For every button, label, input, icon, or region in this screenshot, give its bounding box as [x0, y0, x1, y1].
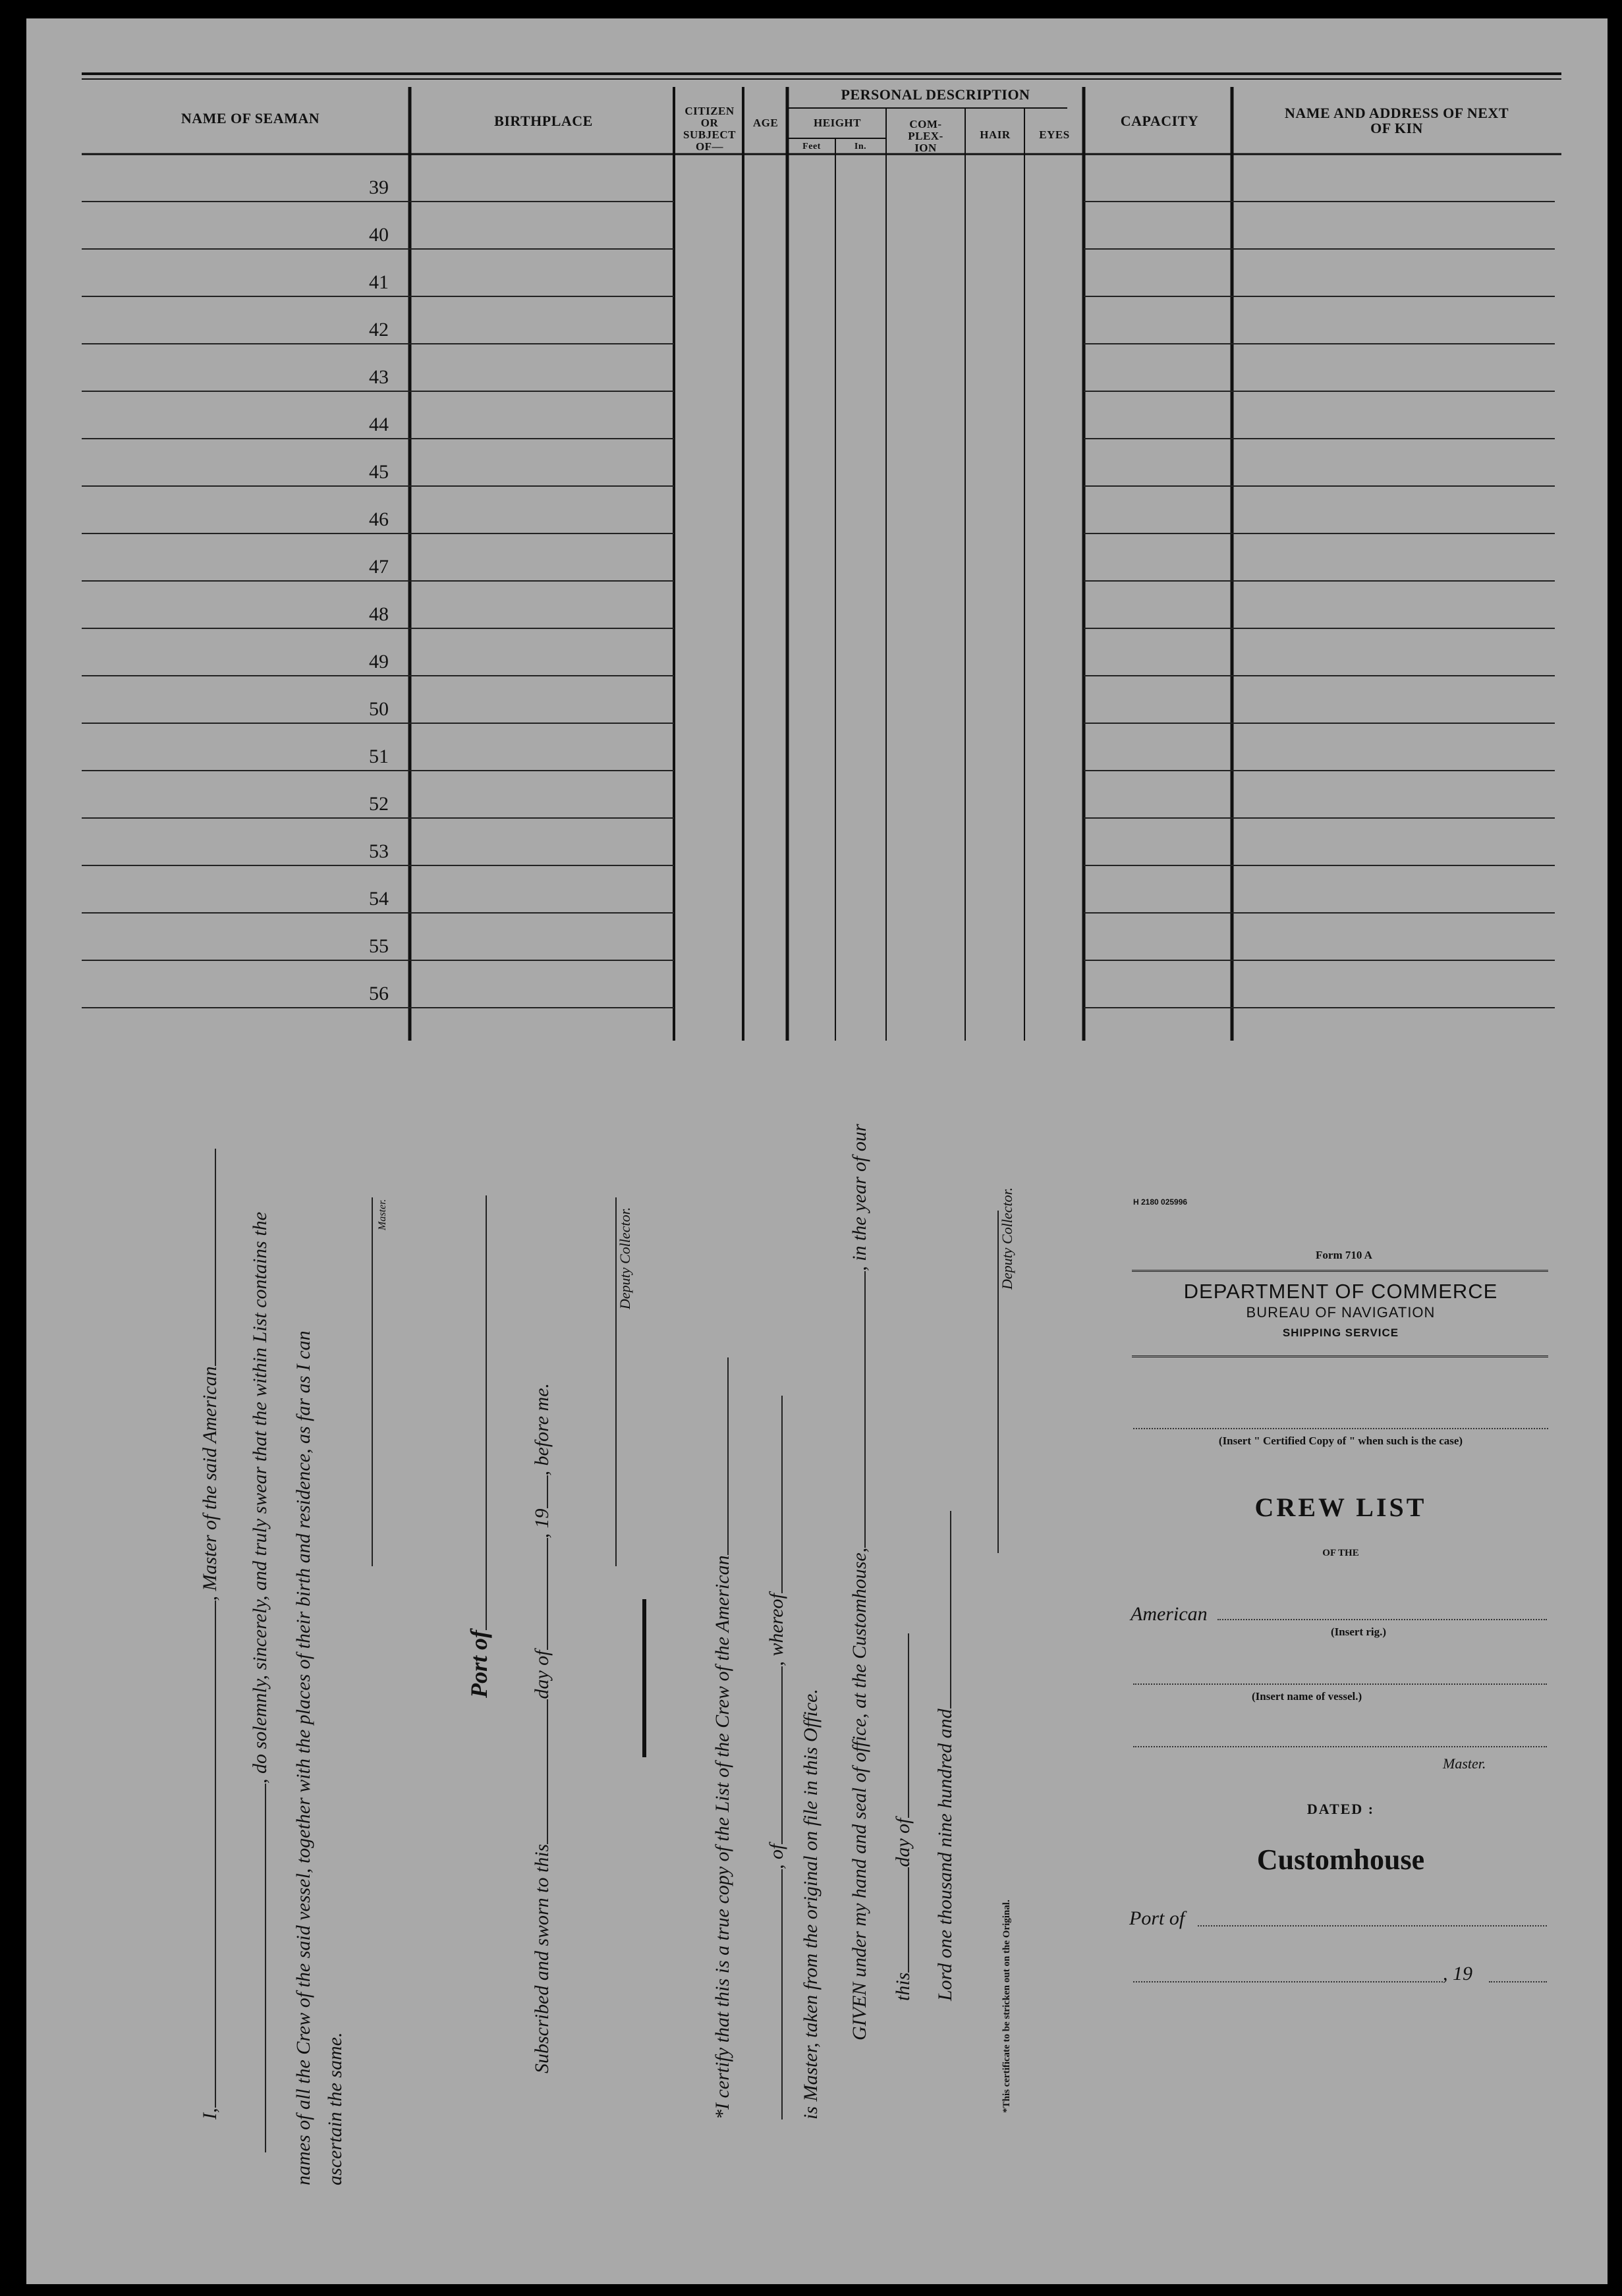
cert-line-6	[934, 1511, 957, 2001]
cert-year-blank[interactable]	[950, 1511, 951, 1708]
oath-master-label: Master.	[377, 1199, 388, 1230]
cert-footnote: *This certificate to be stricken out on the Original.	[1001, 1900, 1012, 2113]
print-code: H 2180 025996	[1133, 1197, 1188, 1207]
oath-text-line-2: , do solemnly, sincerely, and truly swear that the within List contains the	[249, 1211, 271, 1784]
row-number: 41	[369, 271, 389, 293]
american-label: American	[1131, 1603, 1208, 1625]
row-number: 45	[369, 461, 389, 483]
subscribed-year-blank[interactable]	[547, 1475, 548, 1508]
header-hair: HAIR	[980, 128, 1011, 141]
header-name-of-seaman: NAME OF SEAMAN	[181, 110, 320, 126]
cert-given-text: GIVEN under my hand and seal of office, at the Customhouse,	[849, 1547, 870, 2040]
row-number: 47	[369, 556, 389, 578]
form-number: Form 710 A	[1316, 1249, 1372, 1261]
cert-month-blank[interactable]	[908, 1633, 909, 1818]
row-number: 42	[369, 319, 389, 341]
oath-i: I,	[199, 2108, 221, 2119]
rig-blank[interactable]	[1217, 1619, 1547, 1620]
date-blank[interactable]	[1133, 1981, 1443, 1982]
row-number: 50	[369, 698, 389, 720]
row-number: 54	[369, 888, 389, 910]
subscribed-day-of: day of	[531, 1650, 553, 1699]
oath-master-of-american: , Master of the said American	[199, 1366, 221, 1601]
master-signature-blank[interactable]	[372, 1197, 373, 1566]
header-inches: In.	[854, 142, 867, 151]
row-number: 46	[369, 508, 389, 530]
oath-port-blank[interactable]	[486, 1195, 487, 1630]
subscribed-year-prefix: , 19	[531, 1508, 553, 1539]
section-divider-bar	[642, 1599, 646, 1757]
customhouse-label: Customhouse	[1256, 1844, 1425, 1876]
cert-name-blank[interactable]	[781, 1869, 783, 2119]
subscribed-before-me: , before me.	[531, 1382, 553, 1476]
master-name-blank[interactable]	[1133, 1746, 1547, 1747]
row-number: 44	[369, 414, 389, 435]
oath-line-2	[249, 1212, 271, 2152]
header-birthplace: BIRTHPLACE	[494, 113, 593, 129]
cert-this: this	[892, 1972, 914, 2001]
cert-customhouse-blank[interactable]	[864, 1271, 866, 1548]
oath-port-label: Port of	[466, 1630, 492, 1698]
cert-line-3	[800, 1689, 822, 2119]
port-blank[interactable]	[1198, 1925, 1547, 1927]
cert-line-1	[712, 1357, 734, 2119]
oath-master-name-blank[interactable]	[215, 1601, 216, 2108]
header-feet: Feet	[802, 142, 821, 151]
cert-text-line-3: is Master, taken from the original on file in this Office.	[800, 1689, 822, 2119]
insert-rig-note: (Insert rig.)	[1331, 1626, 1387, 1638]
cert-year-of-our: , in the year of our	[849, 1124, 870, 1271]
crew-list-title: CREW LIST	[1254, 1492, 1427, 1522]
subscribed-text: Subscribed and sworn to this	[531, 1844, 553, 2073]
certified-copy-blank[interactable]	[1133, 1428, 1548, 1429]
oath-line-3	[293, 1330, 315, 2185]
row-number: 48	[369, 603, 389, 625]
header-complexion: COM- PLEX- ION	[908, 118, 943, 154]
cert-vessel-blank[interactable]	[727, 1357, 729, 1555]
cert-line-5	[892, 1633, 914, 2001]
certified-copy-note: (Insert " Certified Copy of " when such is the case)	[1218, 1435, 1463, 1447]
cert-lord-text: Lord one thousand nine hundred and	[934, 1708, 956, 2001]
crew-list-form-sheet	[26, 18, 1608, 2284]
row-number: 40	[369, 224, 389, 246]
insert-vessel-note: (Insert name of vessel.)	[1252, 1690, 1362, 1703]
row-number: 49	[369, 651, 389, 672]
subscribed-day-blank[interactable]	[547, 1699, 548, 1844]
oath-text-line-4: ascertain the same.	[324, 2032, 346, 2185]
service-title: SHIPPING SERVICE	[1282, 1326, 1399, 1339]
port-of-label: Port of	[1129, 1907, 1185, 1929]
master-label: Master.	[1443, 1755, 1486, 1772]
header-personal-description: PERSONAL DESCRIPTION	[841, 86, 1030, 103]
header-height: HEIGHT	[814, 117, 861, 129]
row-number: 55	[369, 935, 389, 957]
cert-deputy-label: Deputy Collector.	[999, 1187, 1015, 1290]
row-number: 43	[369, 366, 389, 388]
cert-day-of: day of	[892, 1818, 914, 1867]
cert-whereof-blank[interactable]	[781, 1396, 783, 1593]
header-age: AGE	[752, 117, 779, 129]
vessel-name-blank[interactable]	[1133, 1683, 1547, 1685]
header-next-of-kin: NAME AND ADDRESS OF NEXT OF KIN	[1284, 105, 1509, 137]
year-blank[interactable]	[1489, 1981, 1547, 1982]
header-capacity: CAPACITY	[1120, 113, 1199, 129]
row-number: 51	[369, 746, 389, 767]
header-citizen: CITIZEN OR SUBJECT OF—	[683, 105, 737, 153]
oath-port-line	[465, 1195, 493, 1698]
cert-line-2	[766, 1396, 788, 2119]
row-number: 39	[369, 177, 389, 198]
cert-of-blank[interactable]	[781, 1666, 783, 1844]
oath-second-blank[interactable]	[265, 1784, 266, 2152]
bureau-title: BUREAU OF NAVIGATION	[1246, 1304, 1436, 1321]
cert-of: , of	[766, 1844, 787, 1869]
cert-day-blank[interactable]	[908, 1867, 909, 1973]
subscribed-month-blank[interactable]	[547, 1538, 548, 1650]
cert-line-4	[849, 1124, 871, 2040]
oath-line-1	[199, 1149, 221, 2119]
cover-rule-top	[1132, 1270, 1548, 1272]
oath-subscribed-line	[531, 1383, 553, 2073]
header-eyes: EYES	[1039, 128, 1070, 141]
department-title: DEPARTMENT OF COMMERCE	[1183, 1280, 1498, 1303]
oath-master-signature	[356, 1197, 378, 1566]
oath-line-4	[324, 2033, 347, 2185]
of-the-label: OF THE	[1322, 1548, 1359, 1558]
oath-vessel-blank[interactable]	[215, 1149, 216, 1366]
cert-whereof: , whereof	[766, 1593, 787, 1666]
crew-table-grid	[26, 18, 1608, 1046]
dated-label: DATED :	[1306, 1801, 1375, 1817]
cert-text-line-1: *I certify that this is a true copy of the List of the Crew of the American	[712, 1555, 733, 2119]
oath-deputy-label: Deputy Collector.	[617, 1207, 633, 1309]
row-number: 56	[369, 983, 389, 1004]
cover-rule-bottom	[1132, 1355, 1548, 1357]
row-number: 53	[369, 840, 389, 862]
row-number: 52	[369, 793, 389, 815]
oath-text-line-3: names of all the Crew of the said vessel, together with the places of their birth and residence, as far as I can	[293, 1330, 314, 2185]
year-label: , 19	[1443, 1963, 1472, 1984]
